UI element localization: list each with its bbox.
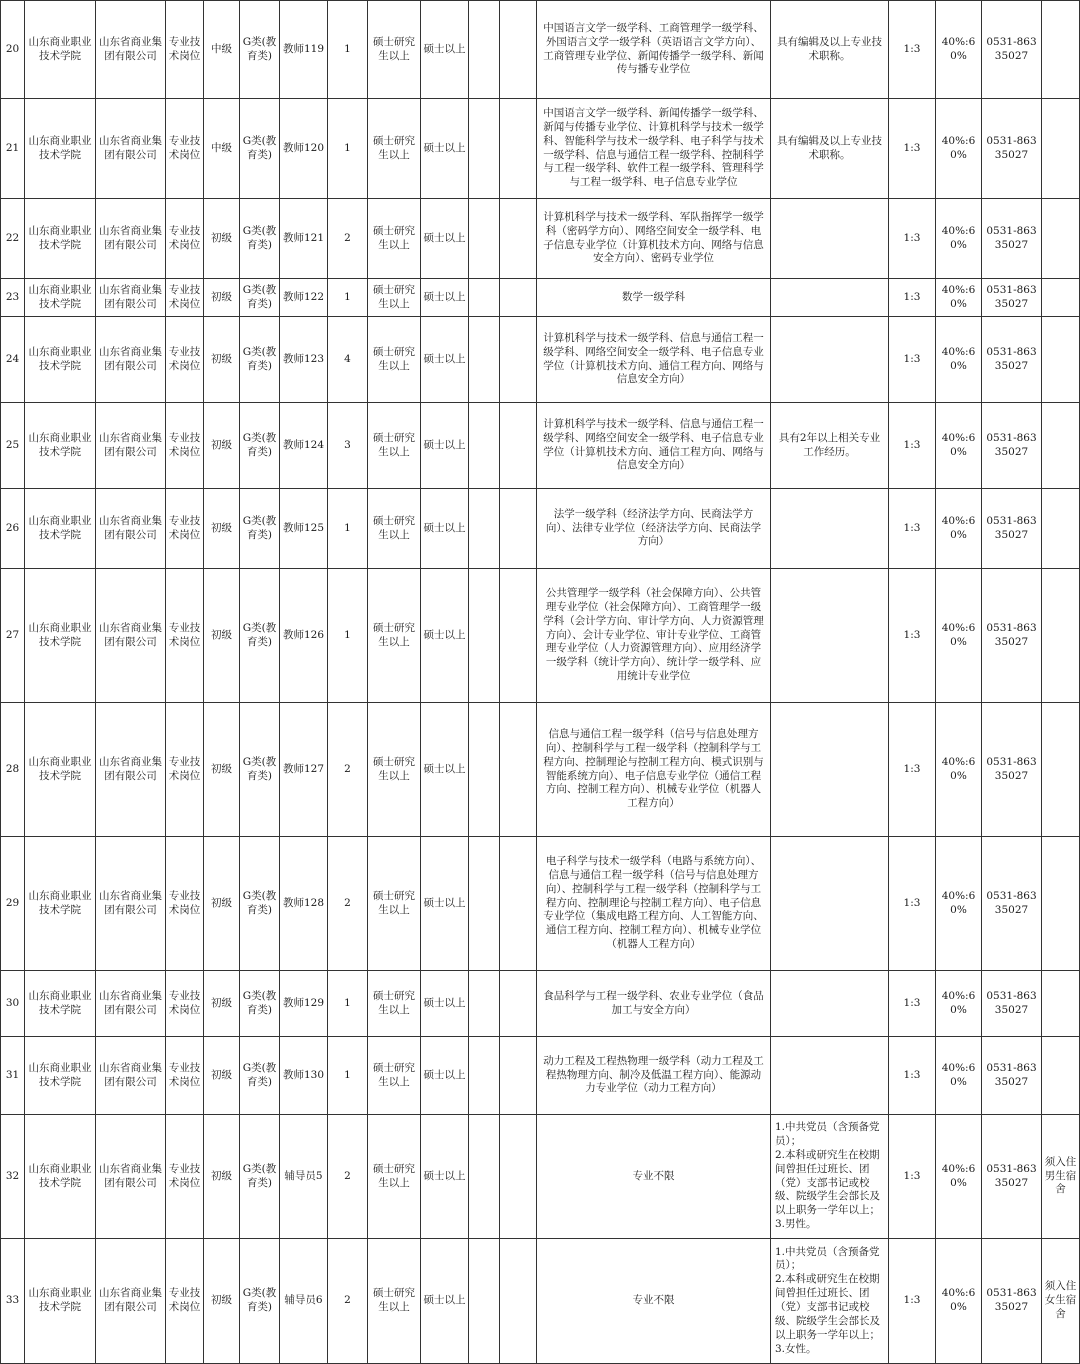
education-cell: 硕士研究生以上 <box>368 569 421 703</box>
major-cell: 计算机科学与技术一级学科、信息与通信工程一级学科、网络空间安全一级学科、电子信息专业学位（计算机技术方向、通信工程方向、网络与信息安全方向） <box>537 317 771 403</box>
category-cell: G类(教育类) <box>240 1037 280 1115</box>
weight-cell: 40%:60% <box>936 489 982 569</box>
post-type-cell: 专业技术岗位 <box>166 1115 204 1239</box>
post-level-cell: 中级 <box>204 1 240 99</box>
post-name-cell: 教师125 <box>280 489 328 569</box>
category-cell: G类(教育类) <box>240 837 280 971</box>
degree-cell: 硕士以上 <box>421 99 469 199</box>
empty-cell <box>500 279 537 317</box>
table-body <box>1 1 1080 1364</box>
weight-cell: 40%:60% <box>936 569 982 703</box>
major-cell: 中国语言文学一级学科、新闻传播学一级学科、新闻与传播专业学位、计算机科学与技术一级学科、智能科学与技术一级学科、电子科学与技术一级学科、信息与通信工程一级学科、控制科学与工程一级学科、软件工程一级学科、管理科学与工程一级学科、电子信息专业学位 <box>537 99 771 199</box>
supervisor-cell: 山东省商业集团有限公司 <box>96 837 166 971</box>
degree-cell: 硕士以上 <box>421 317 469 403</box>
requirement-cell <box>771 703 889 837</box>
major-cell: 中国语言文学一级学科、工商管理学一级学科、外国语言文学一级学科（英语语言文学方向）、工商管理专业学位、新闻传播学一级学科、新闻传与播专业学位 <box>537 1 771 99</box>
degree-cell: 硕士以上 <box>421 837 469 971</box>
empty-cell <box>500 837 537 971</box>
table-row <box>1 1 1080 99</box>
row-number-cell: 25 <box>1 403 25 489</box>
employer-cell: 山东商业职业技术学院 <box>25 317 96 403</box>
note-cell <box>1042 279 1080 317</box>
weight-cell: 40%:60% <box>936 971 982 1037</box>
empty-cell <box>469 317 500 403</box>
phone-cell: 0531-86335027 <box>982 279 1042 317</box>
requirement-cell: 具有2年以上相关专业工作经历。 <box>771 403 889 489</box>
major-cell: 专业不限 <box>537 1115 771 1239</box>
note-cell <box>1042 569 1080 703</box>
major-cell: 食品科学与工程一级学科、农业专业学位（食品加工与安全方向） <box>537 971 771 1037</box>
post-name-cell: 辅导员5 <box>280 1115 328 1239</box>
phone-cell: 0531-86335027 <box>982 703 1042 837</box>
weight-cell: 40%:60% <box>936 1 982 99</box>
category-cell: G类(教育类) <box>240 403 280 489</box>
education-cell: 硕士研究生以上 <box>368 1239 421 1364</box>
major-cell: 计算机科学与技术一级学科、信息与通信工程一级学科、网络空间安全一级学科、电子信息专业学位（计算机技术方向、通信工程方向、网络与信息安全方向） <box>537 403 771 489</box>
education-cell: 硕士研究生以上 <box>368 1037 421 1115</box>
weight-cell: 40%:60% <box>936 279 982 317</box>
table-row <box>1 403 1080 489</box>
employer-cell: 山东商业职业技术学院 <box>25 703 96 837</box>
phone-cell: 0531-86335027 <box>982 569 1042 703</box>
weight-cell: 40%:60% <box>936 403 982 489</box>
weight-cell: 40%:60% <box>936 199 982 279</box>
ratio-cell: 1:3 <box>889 569 936 703</box>
supervisor-cell: 山东省商业集团有限公司 <box>96 703 166 837</box>
post-type-cell: 专业技术岗位 <box>166 403 204 489</box>
employer-cell: 山东商业职业技术学院 <box>25 837 96 971</box>
ratio-cell: 1:3 <box>889 703 936 837</box>
phone-cell: 0531-86335027 <box>982 199 1042 279</box>
note-cell <box>1042 99 1080 199</box>
empty-cell <box>469 1239 500 1364</box>
requirement-cell <box>771 971 889 1037</box>
weight-cell: 40%:60% <box>936 99 982 199</box>
table-row <box>1 837 1080 971</box>
degree-cell: 硕士以上 <box>421 569 469 703</box>
post-level-cell: 初级 <box>204 1239 240 1364</box>
education-cell: 硕士研究生以上 <box>368 1 421 99</box>
education-cell: 硕士研究生以上 <box>368 1115 421 1239</box>
row-number-cell: 20 <box>1 1 25 99</box>
empty-cell <box>469 489 500 569</box>
phone-cell: 0531-86335027 <box>982 1115 1042 1239</box>
note-cell <box>1042 317 1080 403</box>
post-type-cell: 专业技术岗位 <box>166 1037 204 1115</box>
employer-cell: 山东商业职业技术学院 <box>25 99 96 199</box>
requirement-cell <box>771 569 889 703</box>
note-cell: 须入住男生宿舍 <box>1042 1115 1080 1239</box>
empty-cell <box>500 1 537 99</box>
phone-cell: 0531-86335027 <box>982 489 1042 569</box>
supervisor-cell: 山东省商业集团有限公司 <box>96 99 166 199</box>
row-number-cell: 30 <box>1 971 25 1037</box>
headcount-cell: 3 <box>328 403 368 489</box>
ratio-cell: 1:3 <box>889 971 936 1037</box>
note-cell: 须入住女生宿舍 <box>1042 1239 1080 1364</box>
post-type-cell: 专业技术岗位 <box>166 1 204 99</box>
post-type-cell: 专业技术岗位 <box>166 99 204 199</box>
empty-cell <box>500 1037 537 1115</box>
major-cell: 动力工程及工程热物理一级学科（动力工程及工程热物理方向、制冷及低温工程方向）、能源动力专业学位（动力工程方向） <box>537 1037 771 1115</box>
note-cell <box>1042 703 1080 837</box>
row-number-cell: 31 <box>1 1037 25 1115</box>
note-cell <box>1042 1037 1080 1115</box>
post-name-cell: 教师124 <box>280 403 328 489</box>
supervisor-cell: 山东省商业集团有限公司 <box>96 403 166 489</box>
post-level-cell: 初级 <box>204 279 240 317</box>
empty-cell <box>500 1115 537 1239</box>
post-level-cell: 初级 <box>204 971 240 1037</box>
requirement-cell: 1.中共党员（含预备党员）； 2.本科或研究生在校期间曾担任过班长、团（党）支部书记或校级、院级学生会部长及以上职务一学年以上； 3.男性。 <box>771 1115 889 1239</box>
degree-cell: 硕士以上 <box>421 199 469 279</box>
table-row <box>1 99 1080 199</box>
empty-cell <box>469 199 500 279</box>
post-type-cell: 专业技术岗位 <box>166 837 204 971</box>
ratio-cell: 1:3 <box>889 1 936 99</box>
degree-cell: 硕士以上 <box>421 1239 469 1364</box>
row-number-cell: 29 <box>1 837 25 971</box>
weight-cell: 40%:60% <box>936 1239 982 1364</box>
note-cell <box>1042 971 1080 1037</box>
headcount-cell: 1 <box>328 971 368 1037</box>
degree-cell: 硕士以上 <box>421 489 469 569</box>
empty-cell <box>500 489 537 569</box>
education-cell: 硕士研究生以上 <box>368 279 421 317</box>
row-number-cell: 33 <box>1 1239 25 1364</box>
post-name-cell: 教师128 <box>280 837 328 971</box>
note-cell <box>1042 403 1080 489</box>
post-level-cell: 初级 <box>204 199 240 279</box>
category-cell: G类(教育类) <box>240 569 280 703</box>
employer-cell: 山东商业职业技术学院 <box>25 489 96 569</box>
phone-cell: 0531-86335027 <box>982 1037 1042 1115</box>
post-name-cell: 教师130 <box>280 1037 328 1115</box>
empty-cell <box>469 569 500 703</box>
category-cell: G类(教育类) <box>240 703 280 837</box>
phone-cell: 0531-86335027 <box>982 317 1042 403</box>
headcount-cell: 2 <box>328 199 368 279</box>
headcount-cell: 2 <box>328 1239 368 1364</box>
empty-cell <box>469 1 500 99</box>
headcount-cell: 1 <box>328 279 368 317</box>
requirement-cell: 1.中共党员（含预备党员）； 2.本科或研究生在校期间曾担任过班长、团（党）支部书记或校级、院级学生会部长及以上职务一学年以上； 3.女性。 <box>771 1239 889 1364</box>
post-name-cell: 教师120 <box>280 99 328 199</box>
education-cell: 硕士研究生以上 <box>368 199 421 279</box>
post-type-cell: 专业技术岗位 <box>166 569 204 703</box>
requirement-cell <box>771 279 889 317</box>
empty-cell <box>500 971 537 1037</box>
major-cell: 公共管理学一级学科（社会保障方向）、公共管理专业学位（社会保障方向）、工商管理学一级学科（会计学方向、审计学方向、人力资源管理方向）、会计专业学位、审计专业学位、工商管理专业学位（人力资源管理方向）、应用经济学一级学科（统计学方向）、统计学一级学科、应用统计专业学位 <box>537 569 771 703</box>
post-level-cell: 初级 <box>204 703 240 837</box>
table-row <box>1 569 1080 703</box>
degree-cell: 硕士以上 <box>421 403 469 489</box>
supervisor-cell: 山东省商业集团有限公司 <box>96 1115 166 1239</box>
ratio-cell: 1:3 <box>889 489 936 569</box>
post-name-cell: 教师119 <box>280 1 328 99</box>
row-number-cell: 21 <box>1 99 25 199</box>
major-cell: 法学一级学科（经济法学方向、民商法学方向）、法律专业学位（经济法学方向、民商法学方向） <box>537 489 771 569</box>
row-number-cell: 24 <box>1 317 25 403</box>
major-cell: 专业不限 <box>537 1239 771 1364</box>
empty-cell <box>469 403 500 489</box>
weight-cell: 40%:60% <box>936 837 982 971</box>
ratio-cell: 1:3 <box>889 317 936 403</box>
education-cell: 硕士研究生以上 <box>368 489 421 569</box>
education-cell: 硕士研究生以上 <box>368 403 421 489</box>
phone-cell: 0531-86335027 <box>982 99 1042 199</box>
post-type-cell: 专业技术岗位 <box>166 489 204 569</box>
post-level-cell: 初级 <box>204 1037 240 1115</box>
post-name-cell: 教师126 <box>280 569 328 703</box>
note-cell <box>1042 489 1080 569</box>
table-row <box>1 1115 1080 1239</box>
category-cell: G类(教育类) <box>240 199 280 279</box>
headcount-cell: 2 <box>328 837 368 971</box>
employer-cell: 山东商业职业技术学院 <box>25 569 96 703</box>
empty-cell <box>500 403 537 489</box>
empty-cell <box>500 317 537 403</box>
supervisor-cell: 山东省商业集团有限公司 <box>96 1239 166 1364</box>
headcount-cell: 2 <box>328 1115 368 1239</box>
major-cell: 数学一级学科 <box>537 279 771 317</box>
note-cell <box>1042 199 1080 279</box>
table-row <box>1 1037 1080 1115</box>
post-level-cell: 初级 <box>204 317 240 403</box>
ratio-cell: 1:3 <box>889 199 936 279</box>
supervisor-cell: 山东省商业集团有限公司 <box>96 489 166 569</box>
category-cell: G类(教育类) <box>240 1 280 99</box>
table-row <box>1 489 1080 569</box>
post-type-cell: 专业技术岗位 <box>166 199 204 279</box>
table-row <box>1 971 1080 1037</box>
post-level-cell: 初级 <box>204 569 240 703</box>
row-number-cell: 27 <box>1 569 25 703</box>
employer-cell: 山东商业职业技术学院 <box>25 1115 96 1239</box>
ratio-cell: 1:3 <box>889 837 936 971</box>
category-cell: G类(教育类) <box>240 1239 280 1364</box>
row-number-cell: 26 <box>1 489 25 569</box>
supervisor-cell: 山东省商业集团有限公司 <box>96 279 166 317</box>
headcount-cell: 4 <box>328 317 368 403</box>
table-row <box>1 1239 1080 1364</box>
headcount-cell: 1 <box>328 569 368 703</box>
post-type-cell: 专业技术岗位 <box>166 703 204 837</box>
post-type-cell: 专业技术岗位 <box>166 279 204 317</box>
post-level-cell: 初级 <box>204 403 240 489</box>
table-row <box>1 317 1080 403</box>
requirement-cell: 具有编辑及以上专业技术职称。 <box>771 99 889 199</box>
employer-cell: 山东商业职业技术学院 <box>25 1 96 99</box>
phone-cell: 0531-86335027 <box>982 1 1042 99</box>
supervisor-cell: 山东省商业集团有限公司 <box>96 569 166 703</box>
employer-cell: 山东商业职业技术学院 <box>25 279 96 317</box>
category-cell: G类(教育类) <box>240 489 280 569</box>
phone-cell: 0531-86335027 <box>982 971 1042 1037</box>
post-name-cell: 辅导员6 <box>280 1239 328 1364</box>
employer-cell: 山东商业职业技术学院 <box>25 1037 96 1115</box>
weight-cell: 40%:60% <box>936 1037 982 1115</box>
ratio-cell: 1:3 <box>889 403 936 489</box>
post-name-cell: 教师123 <box>280 317 328 403</box>
category-cell: G类(教育类) <box>240 317 280 403</box>
post-level-cell: 初级 <box>204 1115 240 1239</box>
education-cell: 硕士研究生以上 <box>368 317 421 403</box>
empty-cell <box>469 837 500 971</box>
empty-cell <box>500 99 537 199</box>
supervisor-cell: 山东省商业集团有限公司 <box>96 199 166 279</box>
supervisor-cell: 山东省商业集团有限公司 <box>96 1 166 99</box>
requirement-cell <box>771 837 889 971</box>
headcount-cell: 1 <box>328 1037 368 1115</box>
supervisor-cell: 山东省商业集团有限公司 <box>96 1037 166 1115</box>
phone-cell: 0531-86335027 <box>982 837 1042 971</box>
post-level-cell: 初级 <box>204 837 240 971</box>
post-type-cell: 专业技术岗位 <box>166 971 204 1037</box>
row-number-cell: 28 <box>1 703 25 837</box>
headcount-cell: 2 <box>328 703 368 837</box>
ratio-cell: 1:3 <box>889 279 936 317</box>
table-row <box>1 199 1080 279</box>
major-cell: 计算机科学与技术一级学科、军队指挥学一级学科（密码学方向）、网络空间安全一级学科、电子信息专业学位（计算机技术方向、网络与信息安全方向）、密码专业学位 <box>537 199 771 279</box>
headcount-cell: 1 <box>328 1 368 99</box>
requirement-cell <box>771 199 889 279</box>
table-row <box>1 279 1080 317</box>
requirement-cell <box>771 1037 889 1115</box>
major-cell: 电子科学与技术一级学科（电路与系统方向）、信息与通信工程一级学科（信号与信息处理方向）、控制科学与工程一级学科（控制科学与工程方向、控制理论与控制工程方向）、电子信息专业学位（集成电路工程方向、人工智能方向、通信工程方向、控制工程方向）、机械专业学位（机器人工程方向） <box>537 837 771 971</box>
ratio-cell: 1:3 <box>889 1037 936 1115</box>
employer-cell: 山东商业职业技术学院 <box>25 403 96 489</box>
empty-cell <box>469 99 500 199</box>
category-cell: G类(教育类) <box>240 99 280 199</box>
employer-cell: 山东商业职业技术学院 <box>25 199 96 279</box>
empty-cell <box>469 1037 500 1115</box>
note-cell <box>1042 1 1080 99</box>
phone-cell: 0531-86335027 <box>982 1239 1042 1364</box>
row-number-cell: 23 <box>1 279 25 317</box>
post-name-cell: 教师127 <box>280 703 328 837</box>
headcount-cell: 1 <box>328 99 368 199</box>
degree-cell: 硕士以上 <box>421 703 469 837</box>
employer-cell: 山东商业职业技术学院 <box>25 1239 96 1364</box>
table-row <box>1 703 1080 837</box>
category-cell: G类(教育类) <box>240 279 280 317</box>
requirement-cell <box>771 489 889 569</box>
post-name-cell: 教师129 <box>280 971 328 1037</box>
supervisor-cell: 山东省商业集团有限公司 <box>96 317 166 403</box>
major-cell: 信息与通信工程一级学科（信号与信息处理方向）、控制科学与工程一级学科（控制科学与工程方向、控制理论与控制工程方向、模式识别与智能系统方向）、电子信息专业学位（通信工程方向、控制工程方向）、机械专业学位（机器人工程方向） <box>537 703 771 837</box>
requirement-cell: 具有编辑及以上专业技术职称。 <box>771 1 889 99</box>
empty-cell <box>469 971 500 1037</box>
degree-cell: 硕士以上 <box>421 971 469 1037</box>
ratio-cell: 1:3 <box>889 99 936 199</box>
education-cell: 硕士研究生以上 <box>368 837 421 971</box>
employer-cell: 山东商业职业技术学院 <box>25 971 96 1037</box>
post-name-cell: 教师122 <box>280 279 328 317</box>
degree-cell: 硕士以上 <box>421 1115 469 1239</box>
row-number-cell: 22 <box>1 199 25 279</box>
ratio-cell: 1:3 <box>889 1115 936 1239</box>
supervisor-cell: 山东省商业集团有限公司 <box>96 971 166 1037</box>
weight-cell: 40%:60% <box>936 703 982 837</box>
phone-cell: 0531-86335027 <box>982 403 1042 489</box>
empty-cell <box>500 703 537 837</box>
education-cell: 硕士研究生以上 <box>368 971 421 1037</box>
category-cell: G类(教育类) <box>240 1115 280 1239</box>
degree-cell: 硕士以上 <box>421 1 469 99</box>
post-name-cell: 教师121 <box>280 199 328 279</box>
post-type-cell: 专业技术岗位 <box>166 1239 204 1364</box>
weight-cell: 40%:60% <box>936 317 982 403</box>
headcount-cell: 1 <box>328 489 368 569</box>
ratio-cell: 1:3 <box>889 1239 936 1364</box>
empty-cell <box>500 1239 537 1364</box>
empty-cell <box>500 199 537 279</box>
education-cell: 硕士研究生以上 <box>368 703 421 837</box>
post-type-cell: 专业技术岗位 <box>166 317 204 403</box>
empty-cell <box>469 1115 500 1239</box>
row-number-cell: 32 <box>1 1115 25 1239</box>
degree-cell: 硕士以上 <box>421 279 469 317</box>
post-level-cell: 中级 <box>204 99 240 199</box>
empty-cell <box>500 569 537 703</box>
education-cell: 硕士研究生以上 <box>368 99 421 199</box>
requirement-cell <box>771 317 889 403</box>
empty-cell <box>469 703 500 837</box>
degree-cell: 硕士以上 <box>421 1037 469 1115</box>
note-cell <box>1042 837 1080 971</box>
post-level-cell: 初级 <box>204 489 240 569</box>
category-cell: G类(教育类) <box>240 971 280 1037</box>
weight-cell: 40%:60% <box>936 1115 982 1239</box>
empty-cell <box>469 279 500 317</box>
